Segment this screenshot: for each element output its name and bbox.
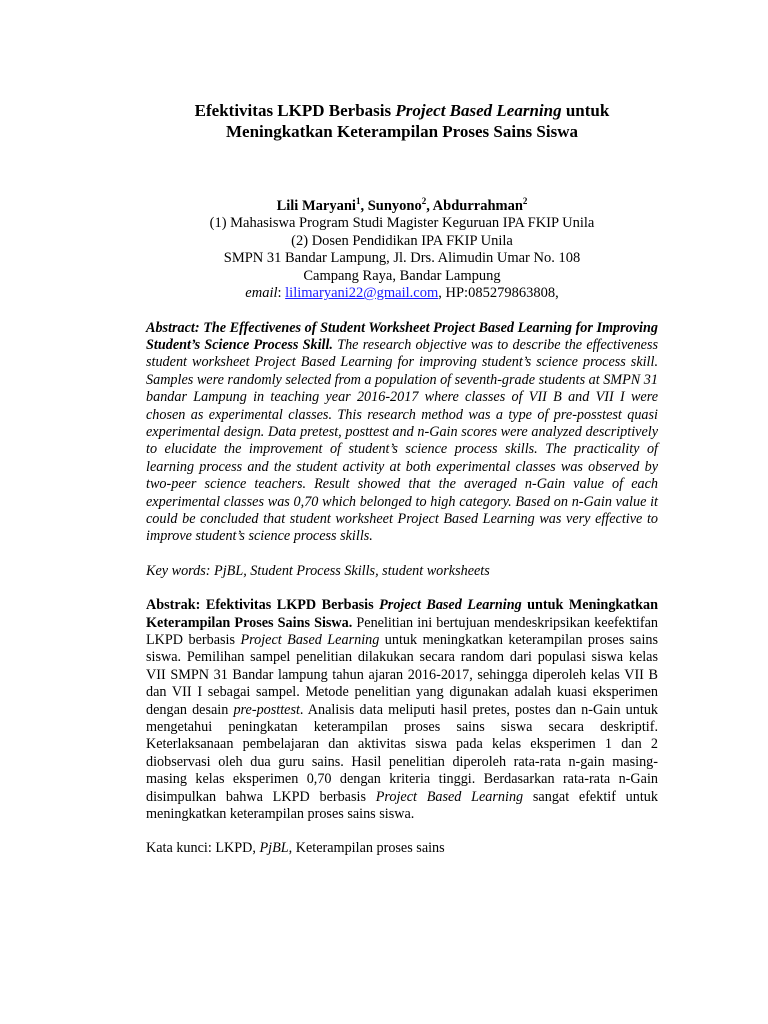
keywords-english: Key words: PjBL, Student Process Skills, student worksheets: [146, 562, 490, 579]
author-affil-mark: 2: [421, 196, 427, 207]
author-list: [146, 197, 658, 215]
abstract-title-part: untuk Meningkatkan Keterampilan Proses Sains Siswa.: [146, 597, 658, 631]
affiliations: [146, 215, 658, 303]
abstract-english-body: The research objective was to describe the effectiveness student worksheet Project Based Learning for improving student’s science process skill. Samples were randomly selected from a population of seventh-grade students at SMPN 31 bandar Lampung in teaching year 2016-2017 where classes of VII B and VII I were chosen as experimental classes. This research method was a type of pre-posstest quasi experimental design. Data pretest, posttest and n-Gain scores were analyzed descriptively to elucidate the improvement of student’s science process skills. The practicality of learning process and the student activity at both experimental classes was observed by two-peer science teachers. Result showed that the averaged n-Gain value of each experimental classes was 0,70 which belonged to high category. Based on n-Gain value it could be concluded that student worksheet Project Based Learning was very effective to improve student’s science process skills.: [146, 336, 658, 545]
abstract-english-title: Abstract: The Effectivenes of Student Worksheet Project Based Learning for Improving Student’s Science Process Skill.: [146, 319, 658, 353]
author-separator: ,: [426, 198, 433, 214]
author-separator: ,: [360, 198, 368, 214]
abstract-title-italic: Project Based Learning: [379, 597, 522, 614]
title-part: untuk: [561, 101, 610, 120]
abstract-body-part: . Analisis data meliputi hasil pretes, postes dan n-Gain untuk mengetahui peningkatan keterampilan proses sains siswa secara deskriptif. Keterlaksanaan pembelajaran dan aktivitas siswa pada kelas eksperimen 1 dan 2 diobservasi oleh dua guru sains. Hasil penelitian diperoleh rata-rata n-gain masing-masing kelas eksperimen 0,70 dengan kriteria tinggi. Berdasarkan rata-rata n-Gain disimpulkan bahwa LKPD berbasis: [146, 701, 659, 805]
keywords-italic: PjBL: [259, 840, 289, 857]
abstract-body-part: Penelitian ini bertujuan mendeskripsikan keefektifan LKPD berbasis: [146, 614, 658, 648]
abstract-english: [146, 320, 658, 546]
abstract-body-italic: Project Based Learning: [240, 632, 380, 648]
phone-number: , HP:085279863808,: [438, 285, 559, 301]
title-part: Efektivitas LKPD Berbasis: [194, 101, 396, 120]
author-name: Lili Maryani: [276, 198, 356, 214]
abstract-indonesian: [146, 597, 658, 823]
email-link[interactable]: lilimaryani22@gmail.com: [285, 285, 439, 301]
keywords-part: Kata kunci: LKPD,: [146, 840, 260, 857]
author-name: Sunyono: [367, 198, 422, 214]
email-label: email: [245, 285, 278, 301]
title-line-2: Meningkatkan Keterampilan Proses Sains Siswa: [225, 122, 578, 141]
affiliation-line: SMPN 31 Bandar Lampung, Jl. Drs. Alimudin Umar No. 108: [223, 250, 581, 266]
abstract-body-part: sangat efektif untuk meningkatkan keterampilan proses sains siswa.: [146, 788, 658, 823]
abstract-body-part: untuk meningkatkan keterampilan proses sains siswa. Pemilihan sampel penelitian dilakukan secara random dari populasi siswa kelas VII SMPN 31 Bandar lampung tahun ajaran 2016-2017, sehingga diperoleh kelas VII B dan VII I sebagai sampel. Metode penelitian yang digunakan adalah kuasi eksperimen dengan desain: [146, 632, 658, 718]
email-colon: :: [277, 285, 286, 301]
abstract-body-italic: Project Based Learning: [375, 788, 524, 805]
abstract-title-part: Abstrak: Efektivitas LKPD Berbasis: [146, 597, 380, 614]
paper-title: [146, 100, 658, 142]
abstract-body-italic: pre-posttest: [233, 701, 300, 718]
author-name: Abdurrahman: [432, 198, 523, 214]
title-italic-part: Project Based Learning: [395, 101, 562, 120]
author-affil-mark: 2: [522, 196, 528, 207]
author-affil-mark: 1: [355, 196, 361, 207]
affiliation-line: (1) Mahasiswa Program Studi Magister Keguruan IPA FKIP Unila: [209, 215, 595, 231]
paper-page: [146, 100, 658, 858]
affiliation-line: (2) Dosen Pendidikan IPA FKIP Unila: [291, 232, 513, 249]
affiliation-line: Campang Raya, Bandar Lampung: [303, 267, 501, 284]
keywords-part: , Keterampilan proses sains: [288, 840, 445, 857]
contact-line: [146, 285, 658, 303]
keywords-indonesian: [146, 840, 658, 857]
